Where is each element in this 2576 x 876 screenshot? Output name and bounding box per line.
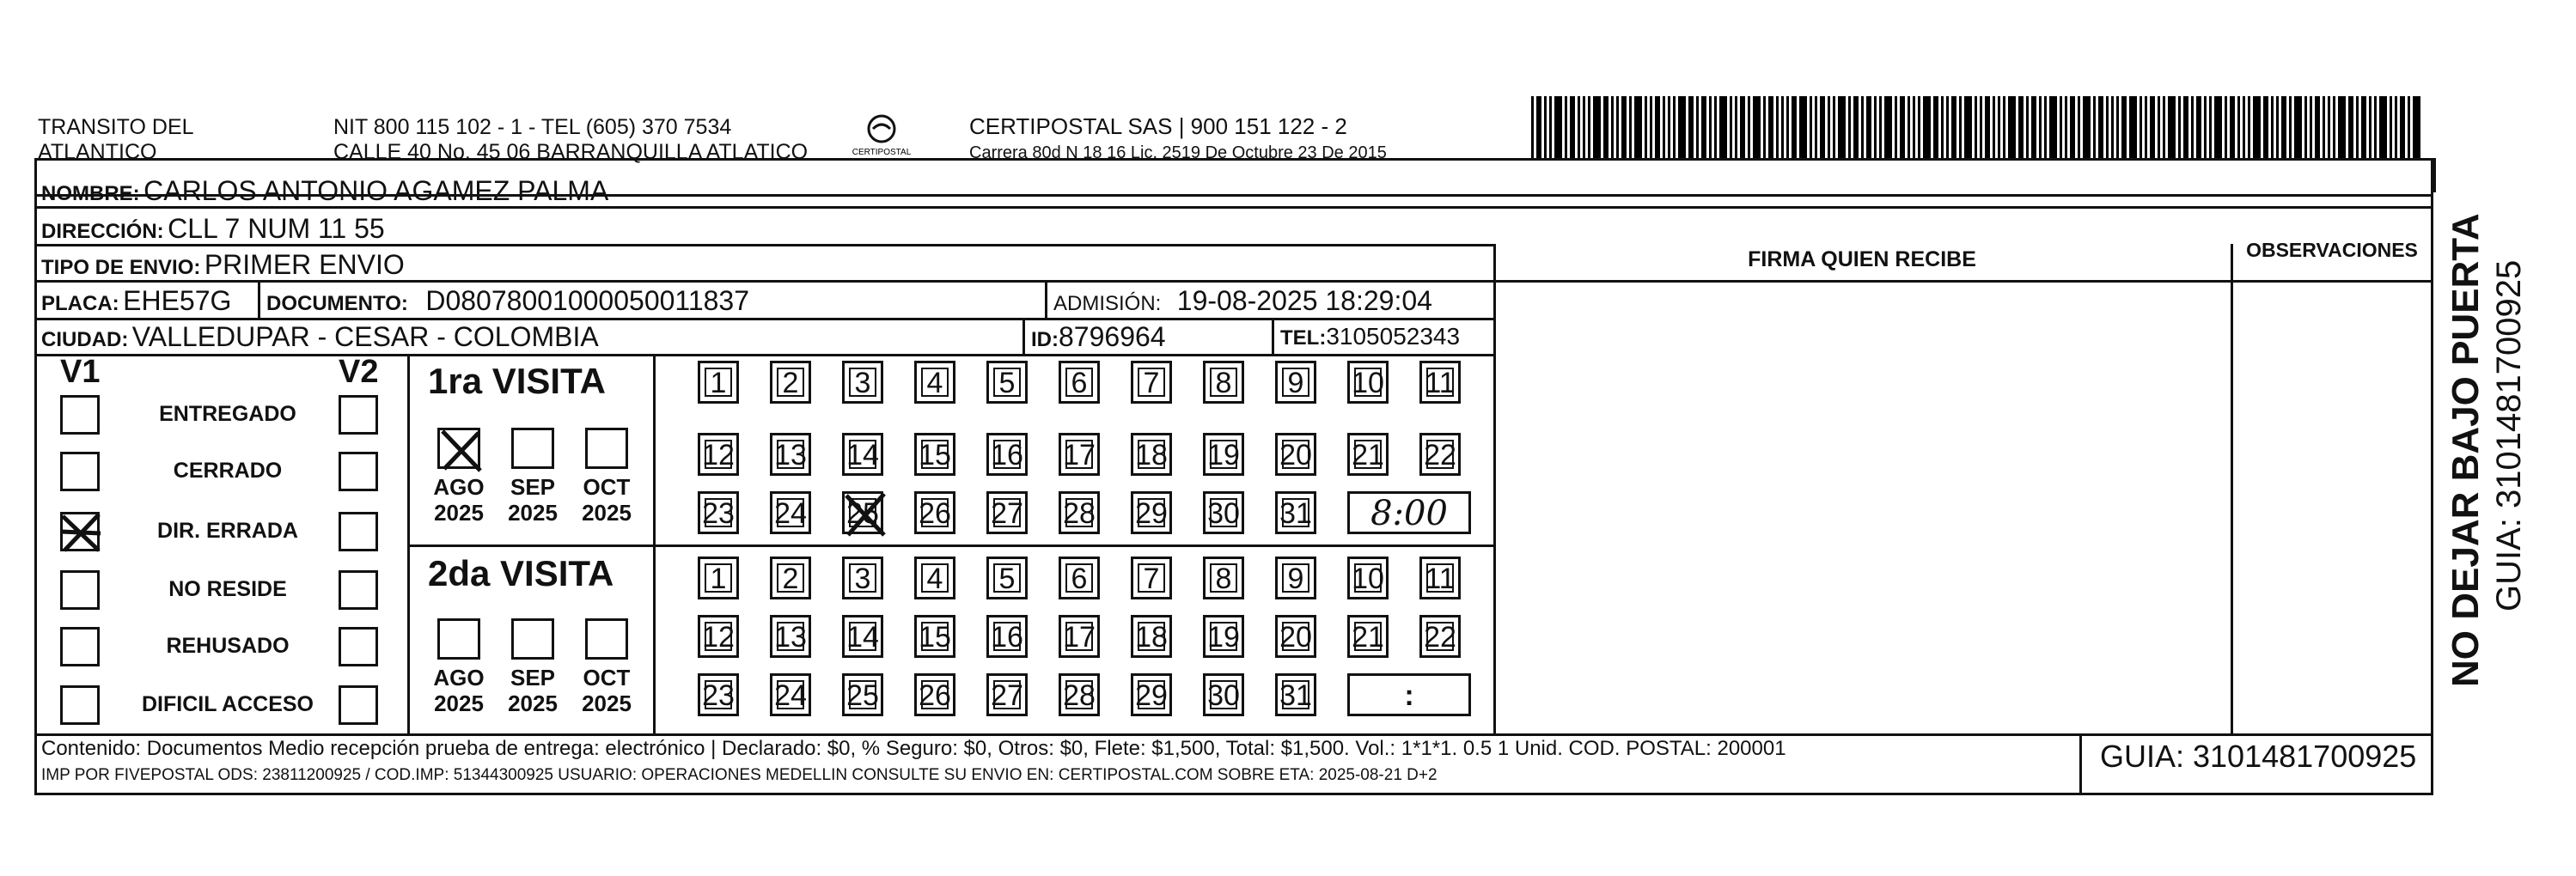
day-box[interactable]: 16 (986, 433, 1028, 476)
barcode-bar (2145, 96, 2147, 158)
day-box[interactable]: 3 (842, 557, 883, 599)
documento-value: D08078001000050011837 (425, 285, 750, 316)
barcode-bar (2369, 96, 2372, 158)
day-box[interactable]: 20 (1275, 433, 1316, 476)
barcode-bar (2098, 96, 2103, 158)
barcode-bar (2400, 96, 2405, 158)
barcode-bar (1668, 96, 1670, 158)
barcode-bar (2183, 96, 2188, 158)
barcode-bar (2214, 96, 2222, 158)
barcode-bar (1879, 96, 1882, 158)
tipo-value: PRIMER ENVIO (204, 249, 405, 280)
barcode-bar (1603, 96, 1608, 158)
guia-vertical: GUIA: 3101481700925 (2490, 259, 2528, 611)
barcode-bar (1951, 96, 1956, 158)
day-box[interactable]: 7 (1131, 361, 1172, 404)
svg-text:CERTIPOSTAL: CERTIPOSTAL (852, 148, 912, 157)
admision-value: 19-08-2025 18:29:04 (1176, 285, 1432, 316)
status-label: DIFICIL ACCESO (141, 692, 314, 716)
day-box[interactable]: 11 (1419, 557, 1461, 599)
barcode-bar (2225, 96, 2227, 158)
barcode-bar (2237, 96, 2240, 158)
barcode-bar (2191, 96, 2194, 158)
barcode-bar (2168, 96, 2176, 158)
nombre-value: CARLOS ANTONIO AGAMEZ PALMA (143, 175, 609, 206)
barcode-bar (1753, 96, 1761, 158)
barcode-bar (1848, 96, 1851, 158)
barcode-bar (1565, 96, 1567, 158)
barcode-bar (1861, 96, 1864, 158)
month-label: OCT 2025 (582, 474, 632, 526)
barcode-bar (1781, 96, 1784, 158)
v1-header: V1 (60, 354, 101, 390)
barcode-bar (1933, 96, 1938, 158)
barcode-bar (1593, 96, 1601, 158)
nombre-label: NOMBRE: (41, 182, 140, 205)
barcode-bar (2289, 96, 2292, 158)
day-box[interactable]: 22 (1419, 433, 1461, 476)
barcode-bar (1820, 96, 1825, 158)
barcode-bar (1701, 96, 1706, 158)
month-label: AGO 2025 (433, 474, 485, 526)
day-box[interactable]: 21 (1347, 433, 1389, 476)
day-box[interactable]: 28 (1059, 491, 1100, 534)
row-documento (266, 285, 749, 317)
day-box[interactable]: 22 (1419, 615, 1461, 658)
barcode-bar (1621, 96, 1627, 158)
barcode-bar (2070, 96, 2075, 158)
month-label: SEP 2025 (508, 474, 558, 526)
barcode-bar (1740, 96, 1745, 158)
status-label: ENTREGADO (159, 402, 296, 426)
barcode-bar (1900, 96, 1905, 158)
day-box[interactable]: 3 (842, 361, 883, 404)
v2-checkbox[interactable] (339, 452, 378, 491)
day-box[interactable]: 6 (1059, 557, 1100, 599)
barcode-bar (1634, 96, 1642, 158)
barcode-bar (1536, 96, 1541, 158)
barcode-bar (1714, 96, 1717, 158)
day-box[interactable]: 4 (914, 557, 955, 599)
barcode-bar (1838, 96, 1846, 158)
barcode-bar (1570, 96, 1575, 158)
month-label: AGO 2025 (433, 665, 485, 716)
barcode-bar (1993, 96, 1995, 158)
barcode-bar (2196, 96, 2201, 158)
barcode-bar (1629, 96, 1632, 158)
barcode-bar (1735, 96, 1737, 158)
barcode-bar (2150, 96, 2155, 158)
barcode-bar (2348, 96, 2353, 158)
barcode-bar (2333, 96, 2335, 158)
direccion-value: CLL 7 NUM 11 55 (168, 213, 385, 244)
day-box[interactable]: 30 (1203, 491, 1244, 534)
barcode-bar (1776, 96, 1779, 158)
ciudad-label: CIUDAD: (41, 328, 129, 351)
v2-checkbox[interactable] (339, 395, 378, 435)
barcode-bar (1673, 96, 1676, 158)
row-direccion (41, 213, 385, 245)
id-value: 8796964 (1059, 321, 1166, 352)
month-checkbox[interactable] (437, 428, 480, 469)
barcode-bar (2281, 96, 2286, 158)
x-mark-icon (58, 509, 104, 556)
day-box[interactable]: 30 (1203, 673, 1244, 716)
day-box[interactable]: 27 (986, 673, 1028, 716)
barcode-bar (2338, 96, 2346, 158)
row-admision (1053, 285, 1432, 317)
barcode-bar (2106, 96, 2109, 158)
barcode-bar (2039, 96, 2042, 158)
day-box[interactable]: 5 (986, 557, 1028, 599)
barcode-bar (1941, 96, 1944, 158)
barcode-bar (1730, 96, 1732, 158)
barcode-bar (1959, 96, 1962, 158)
signature-area[interactable] (1497, 283, 2229, 732)
v1-checkbox[interactable] (60, 685, 100, 725)
day-box[interactable]: 2 (770, 557, 811, 599)
handwritten-time: 8:00 (1370, 494, 1448, 533)
barcode-bar (1678, 96, 1686, 158)
barcode-bar (1895, 96, 1897, 158)
day-box[interactable]: 24 (770, 491, 811, 534)
day-box[interactable]: 7 (1131, 557, 1172, 599)
barcode-bar (1616, 96, 1619, 158)
barcode-bar (2328, 96, 2330, 158)
barcode-bar (1918, 96, 1920, 158)
row-placa (41, 285, 231, 317)
day-box[interactable]: 16 (986, 615, 1028, 658)
barcode-bar (2253, 96, 2261, 158)
barcode-bar (2065, 96, 2067, 158)
barcode-bar (2209, 96, 2212, 158)
barcode-bar (2271, 96, 2274, 158)
day-box[interactable]: 31 (1275, 673, 1316, 716)
day-box[interactable]: 27 (986, 491, 1028, 534)
barcode-bar (1815, 96, 1817, 158)
barcode-bar (1828, 96, 1830, 158)
day-box[interactable]: 25 (842, 491, 883, 534)
day-box[interactable]: 23 (698, 673, 739, 716)
barcode-bar (1768, 96, 1773, 158)
footer-contenido: Contenido: Documentos Medio recepción prueba de entrega: electrónico | Declarado: $0, % Seguro: $0, Otros: $0, Flete: $1,500, Total: $1,500. Vol.: 1*1*1. 0.5 1 Unid. COD. POSTAL: 200001 (41, 737, 1786, 760)
barcode-bar (2361, 96, 2366, 158)
v1-checkbox[interactable] (60, 395, 100, 435)
barcode-bar (1985, 96, 1990, 158)
barcode-bar (1645, 96, 1647, 158)
barcode-bar (2008, 96, 2016, 158)
barcode-bar (2248, 96, 2250, 158)
footer-imp: IMP POR FIVEPOSTAL ODS: 23811200925 / COD.IMP: 51344300925 USUARIO: OPERACIONES MEDELLIN CONSULTE SU ENVIO EN: CERTIPOSTAL.COM SOBRE ETA: 2025-08-21 D+2 (41, 766, 1438, 784)
observaciones-header: OBSERVACIONES (2246, 239, 2418, 261)
barcode-bar (1748, 96, 1750, 158)
barcode-bar (1799, 96, 1807, 158)
row-ciudad (41, 321, 599, 353)
month-checkbox[interactable] (437, 618, 480, 660)
status-label: CERRADO (173, 459, 283, 483)
barcode-bar (2140, 96, 2142, 158)
barcode-bar (1583, 96, 1585, 158)
barcode-bar (2129, 96, 2137, 158)
second-visit-title: 2da VISITA (428, 553, 614, 593)
month-label: SEP 2025 (508, 665, 558, 716)
v2-checkbox[interactable] (339, 512, 378, 551)
day-box[interactable]: 13 (770, 433, 811, 476)
barcode-bar (2026, 96, 2029, 158)
barcode-bar (1544, 96, 1547, 158)
barcode-bar (2003, 96, 2005, 158)
time-box[interactable] (1347, 491, 1471, 534)
firma-header: FIRMA QUIEN RECIBE (1748, 247, 1976, 271)
barcode-bar (1719, 96, 1727, 158)
barcode-bar (1709, 96, 1712, 158)
barcode-bar (1853, 96, 1859, 158)
barcode-bar (1588, 96, 1590, 158)
barcode-bar (2276, 96, 2279, 158)
day-box[interactable]: 8 (1203, 557, 1244, 599)
day-box[interactable]: 26 (914, 673, 955, 716)
no-dejar-vertical: NO DEJAR BAJO PUERTA (2445, 213, 2487, 687)
barcode-bar (1810, 96, 1812, 158)
v1-checkbox[interactable] (60, 627, 100, 666)
barcode-bar (1908, 96, 1910, 158)
day-box[interactable]: 10 (1347, 557, 1389, 599)
day-box[interactable]: 12 (698, 433, 739, 476)
barcode-bar (1786, 96, 1789, 158)
day-box[interactable]: 1 (698, 361, 739, 404)
time-colon: : (1404, 679, 1414, 712)
admision-label: ADMISIÓN: (1053, 292, 1162, 315)
day-box[interactable]: 11 (1419, 361, 1461, 404)
barcode-bar (1554, 96, 1562, 158)
day-box[interactable]: 31 (1275, 491, 1316, 534)
v1-checkbox[interactable] (60, 512, 100, 551)
month-checkbox[interactable] (511, 428, 554, 469)
day-box[interactable]: 23 (698, 491, 739, 534)
barcode-bar (1833, 96, 1835, 158)
barcode-bar (1655, 96, 1660, 158)
day-box[interactable]: 15 (914, 615, 955, 658)
day-box[interactable]: 4 (914, 361, 955, 404)
row-id (1031, 321, 1166, 353)
barcode-bar (1696, 96, 1699, 158)
v1-checkbox[interactable] (60, 570, 100, 610)
certipostal-logo-icon (847, 112, 916, 163)
v2-checkbox[interactable] (339, 685, 378, 725)
day-box[interactable]: 10 (1347, 361, 1389, 404)
day-box[interactable]: 18 (1131, 615, 1172, 658)
day-box[interactable]: 9 (1275, 557, 1316, 599)
v1-checkbox[interactable] (60, 452, 100, 491)
time-box[interactable] (1347, 673, 1471, 716)
row-tel (1280, 323, 1460, 350)
barcode-bar (2078, 96, 2080, 158)
row-nombre (41, 175, 608, 207)
barcode-bar (2204, 96, 2207, 158)
tipo-label: TIPO DE ENVIO: (41, 256, 201, 279)
barcode-bar (1946, 96, 1949, 158)
tel-value: 3105052343 (1326, 323, 1461, 350)
documento-label: DOCUMENTO: (266, 292, 408, 315)
observations-area[interactable] (2234, 283, 2432, 732)
row-tipo (41, 249, 405, 281)
day-box[interactable]: 6 (1059, 361, 1100, 404)
barcode-bar (2163, 96, 2165, 158)
day-box[interactable]: 1 (698, 557, 739, 599)
day-box[interactable]: 15 (914, 433, 955, 476)
barcode-bar (1923, 96, 1931, 158)
barcode-bar (2408, 96, 2410, 158)
day-box[interactable]: 14 (842, 615, 883, 658)
footer-guia: GUIA: 3101481700925 (2100, 739, 2417, 774)
day-box[interactable]: 26 (914, 491, 955, 534)
barcode-bar (2374, 96, 2377, 158)
direccion-label: DIRECCIÓN: (41, 220, 164, 243)
barcode-bar (2294, 96, 2302, 158)
id-label: ID: (1031, 328, 1059, 351)
barcode-bar (2116, 96, 2119, 158)
barcode-bar (1650, 96, 1652, 158)
day-box[interactable]: 8 (1203, 361, 1244, 404)
barcode-bar (1688, 96, 1694, 158)
x-mark-icon (436, 426, 487, 476)
barcode-bar (2379, 96, 2387, 158)
day-box[interactable]: 13 (770, 615, 811, 658)
status-label: DIR. ERRADA (157, 519, 298, 543)
day-box[interactable]: 12 (698, 615, 739, 658)
barcode-bar (2158, 96, 2160, 158)
day-box[interactable]: 17 (1059, 615, 1100, 658)
v2-header: V2 (339, 354, 379, 390)
barcode-bar (2263, 96, 2268, 158)
placa-label: PLACA: (41, 292, 119, 315)
day-box[interactable]: 19 (1203, 433, 1244, 476)
day-box[interactable]: 28 (1059, 673, 1100, 716)
barcode-bar (2230, 96, 2235, 158)
barcode-bar (2031, 96, 2036, 158)
status-label: NO RESIDE (168, 577, 287, 601)
day-box[interactable]: 2 (770, 361, 811, 404)
barcode-bar (1531, 96, 1534, 158)
barcode-bar (2315, 96, 2320, 158)
status-label: REHUSADO (166, 634, 290, 658)
barcode-bar (2044, 96, 2047, 158)
day-box[interactable]: 19 (1203, 615, 1244, 658)
day-box[interactable]: 29 (1131, 673, 1172, 716)
barcode-bar (2111, 96, 2114, 158)
barcode-bar (2178, 96, 2181, 158)
ciudad-value: VALLEDUPAR - CESAR - COLOMBIA (131, 321, 599, 352)
day-box[interactable]: 29 (1131, 491, 1172, 534)
barcode-bar (2083, 96, 2091, 158)
certipostal-logo (847, 112, 916, 163)
barcode-bar (1866, 96, 1871, 158)
day-box[interactable]: 5 (986, 361, 1028, 404)
barcode-bar (1884, 96, 1892, 158)
barcode-bar (1763, 96, 1766, 158)
day-box[interactable]: 24 (770, 673, 811, 716)
barcode-bar (1964, 96, 1972, 158)
barcode (1531, 96, 2425, 161)
day-box[interactable]: 9 (1275, 361, 1316, 404)
placa-value: EHE57G (123, 285, 232, 316)
barcode-bar (2049, 96, 2057, 158)
month-checkbox[interactable] (511, 618, 554, 660)
month-checkbox[interactable] (585, 618, 628, 660)
barcode-bar (1663, 96, 1665, 158)
issuer-contact: NIT 800 115 102 - 1 - TEL (605) 370 7534 CALLE 40 No. 45 06 BARRANQUILLA ATLATICO (333, 115, 809, 164)
day-box[interactable]: 14 (842, 433, 883, 476)
barcode-bar (2121, 96, 2127, 158)
barcode-bar (2395, 96, 2397, 158)
barcode-bar (2356, 96, 2359, 158)
barcode-bar (2390, 96, 2392, 158)
barcode-bar (1578, 96, 1580, 158)
v2-checkbox[interactable] (339, 627, 378, 666)
day-box[interactable]: 21 (1347, 615, 1389, 658)
first-visit-title: 1ra VISITA (428, 361, 606, 401)
barcode-bar (2060, 96, 2062, 158)
barcode-bar (2243, 96, 2245, 158)
barcode-bar (2304, 96, 2307, 158)
barcode-bar (1998, 96, 2000, 158)
barcode-bar (1792, 96, 1797, 158)
barcode-bar (2323, 96, 2325, 158)
issuer-name: TRANSITO DEL ATLANTICO (38, 115, 194, 164)
day-box[interactable]: 18 (1131, 433, 1172, 476)
day-box[interactable]: 17 (1059, 433, 1100, 476)
month-checkbox[interactable] (585, 428, 628, 469)
tel-label: TEL: (1280, 326, 1327, 350)
v2-checkbox[interactable] (339, 570, 378, 610)
day-box[interactable]: 25 (842, 673, 883, 716)
barcode-bar (2310, 96, 2312, 158)
barcode-bar (1549, 96, 1552, 158)
barcode-bar (1980, 96, 1982, 158)
carrier-info: CERTIPOSTAL SAS | 900 151 122 - 2 Carrera 80d N 18 16 Lic. 2519 De Octubre 23 De 2015 (969, 113, 1387, 162)
barcode-bar (1975, 96, 1977, 158)
barcode-bar (2018, 96, 2024, 158)
barcode-bar (2093, 96, 2096, 158)
barcode-bar (2413, 96, 2420, 158)
barcode-bar (1611, 96, 1614, 158)
barcode-bar (1913, 96, 1915, 158)
month-label: OCT 2025 (582, 665, 632, 716)
day-box[interactable]: 20 (1275, 615, 1316, 658)
barcode-bar (1874, 96, 1877, 158)
